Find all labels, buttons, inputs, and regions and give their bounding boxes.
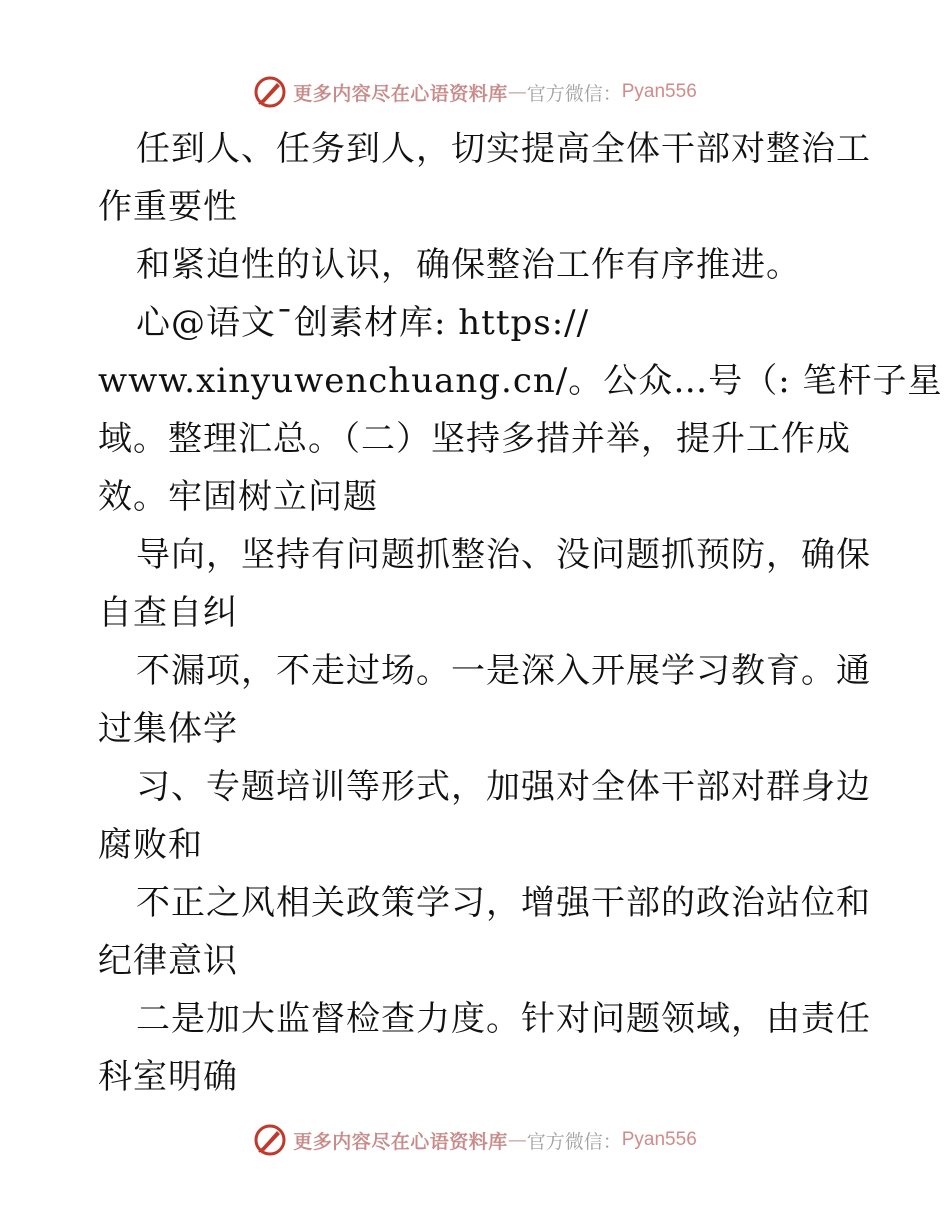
text-line: 科室明确 bbox=[98, 1057, 238, 1097]
text-line: www.xinyuwenchuang.cn/。公众…号（: 笔杆子星 bbox=[98, 361, 943, 401]
quill-circle-icon bbox=[253, 75, 287, 109]
text-line: 腐败和 bbox=[98, 825, 203, 865]
banner-dash: — bbox=[507, 81, 527, 103]
text-line: 效。牢固树立问题 bbox=[98, 477, 378, 517]
text-line: 导向，坚持有问题抓整治、没问题抓预防，确保 bbox=[136, 535, 871, 575]
banner-main-text: 更多内容尽在心语资料库 bbox=[293, 1130, 508, 1153]
banner-wechat-label: 官方微信： bbox=[526, 82, 622, 105]
text-line: 二是加大监督检查力度。针对问题领域，由责任 bbox=[136, 999, 871, 1039]
banner-dash: — bbox=[507, 1129, 527, 1151]
text-line: 不漏项，不走过场。一是深入开展学习教育。通 bbox=[136, 651, 871, 691]
text-line: 作重要性 bbox=[98, 187, 238, 227]
text-line: 自查自纠 bbox=[98, 593, 238, 633]
text-line: 任到人、任务到人，切实提高全体干部对整治工 bbox=[136, 129, 871, 169]
banner-wechat-label: 官方微信： bbox=[526, 1130, 622, 1153]
banner-wechat-id: Pyan556 bbox=[621, 81, 697, 102]
document-body bbox=[98, 120, 943, 1106]
banner-wechat-id: Pyan556 bbox=[621, 1129, 697, 1150]
text-line: 和紧迫性的认识，确保整治工作有序推进。 bbox=[136, 245, 801, 285]
text-line: 习、专题培训等形式，加强对全体干部对群身边 bbox=[136, 767, 871, 807]
text-line: 纪律意识 bbox=[98, 941, 238, 981]
header-banner bbox=[0, 72, 950, 112]
banner-main-text: 更多内容尽在心语资料库 bbox=[293, 82, 508, 105]
text-line: 心@语文¯创素材库: https:// bbox=[136, 303, 590, 343]
text-line: 过集体学 bbox=[98, 709, 238, 749]
footer-banner bbox=[0, 1120, 950, 1160]
text-line: 不正之风相关政策学习，增强干部的政治站位和 bbox=[136, 883, 871, 923]
text-line: 域。整理汇总。（二）坚持多措并举，提升工作成 bbox=[98, 419, 851, 459]
quill-circle-icon bbox=[253, 1123, 287, 1157]
